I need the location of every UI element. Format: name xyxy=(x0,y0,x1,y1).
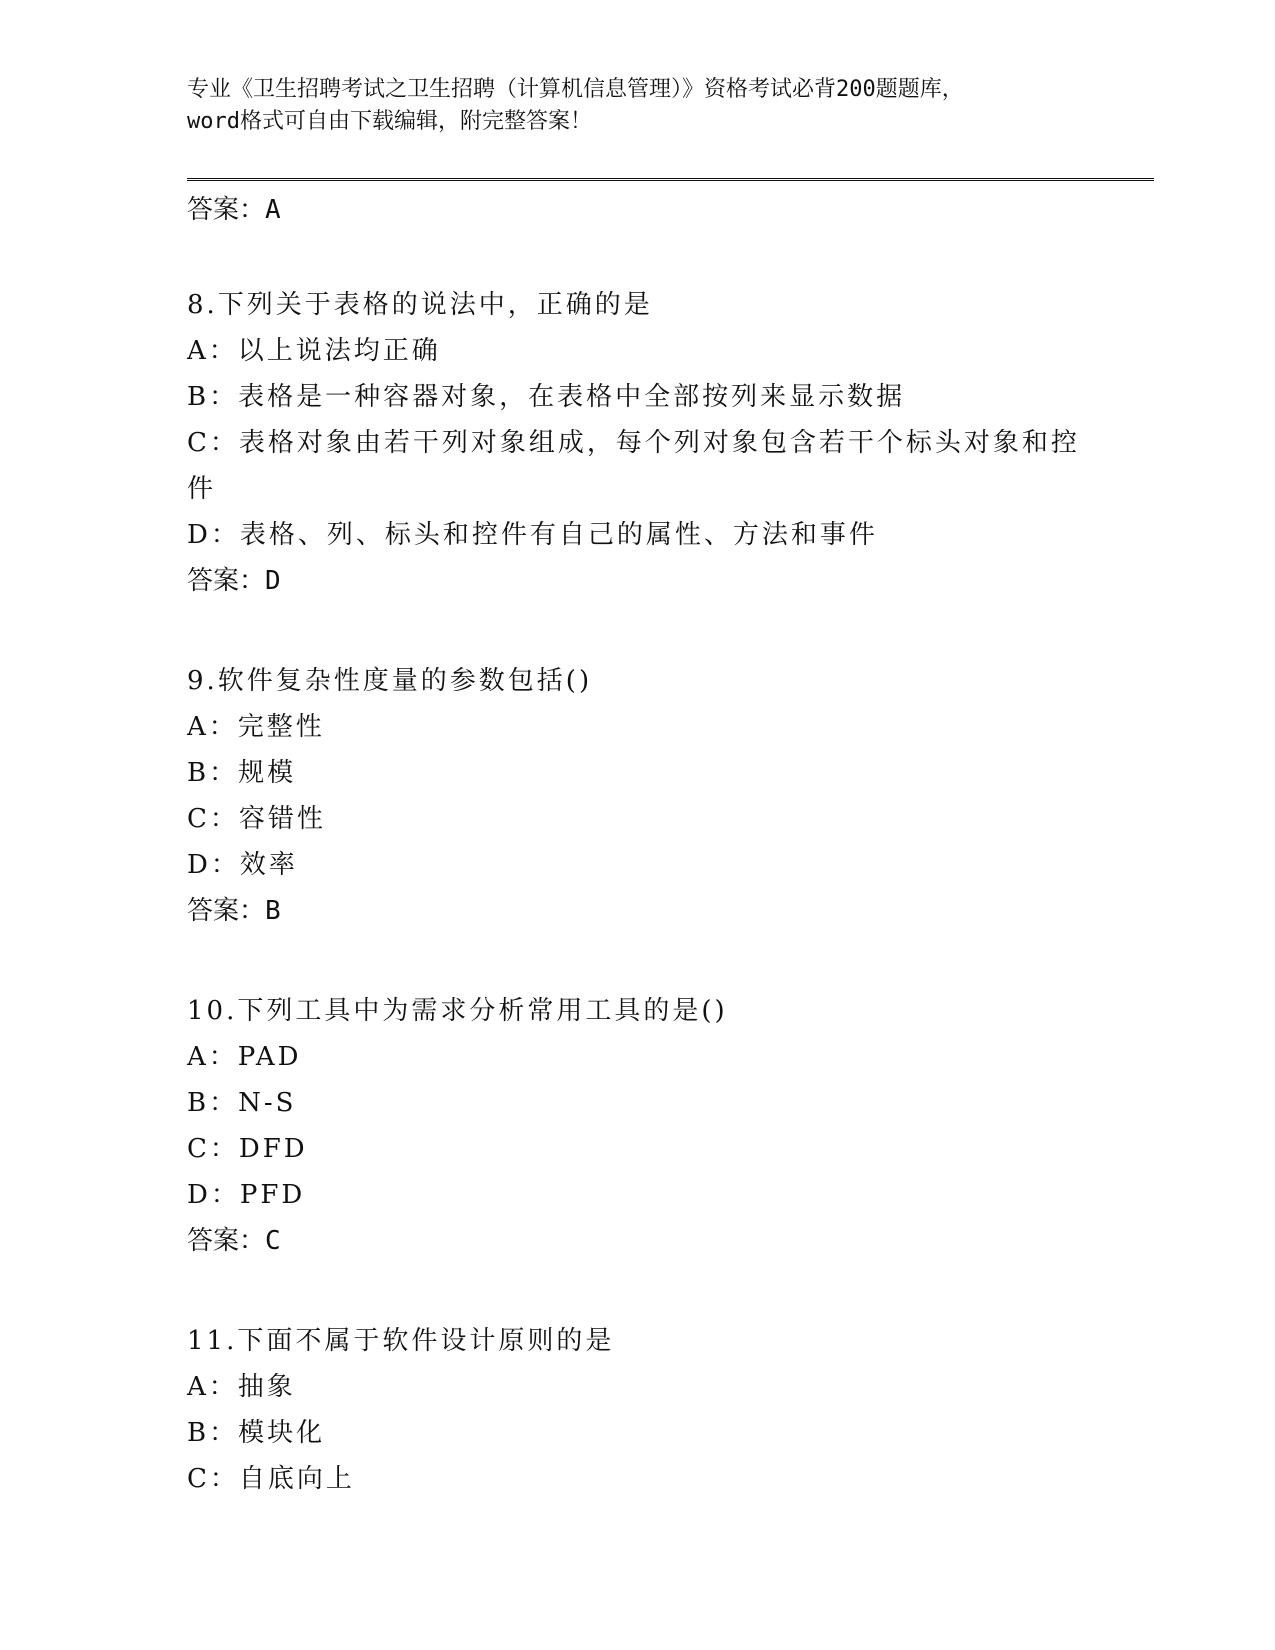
question-list xyxy=(187,282,1087,1556)
question-title: 9.软件复杂性度量的参数包括() xyxy=(187,666,593,696)
question-answer: 答案：D xyxy=(187,566,281,596)
question-11 xyxy=(187,1318,1087,1502)
option-a: A：抽象 xyxy=(187,1372,296,1402)
question-title: 8.下列关于表格的说法中，正确的是 xyxy=(187,290,653,320)
option-d: D：效率 xyxy=(187,850,298,880)
header-divider xyxy=(187,178,1154,181)
option-b: B：模块化 xyxy=(187,1418,326,1448)
option-b: B：N-S xyxy=(187,1088,297,1118)
option-b: B：表格是一种容器对象，在表格中全部按列来显示数据 xyxy=(187,382,906,412)
question-answer: 答案：B xyxy=(187,896,281,926)
option-c: C：容错性 xyxy=(187,804,326,834)
question-8 xyxy=(187,282,1087,604)
option-d: D：PFD xyxy=(187,1180,306,1210)
previous-answer: 答案：A xyxy=(187,195,281,225)
option-a: A：完整性 xyxy=(187,712,325,742)
question-10 xyxy=(187,988,1087,1264)
question-title: 11.下面不属于软件设计原则的是 xyxy=(187,1326,615,1356)
question-answer: 答案：C xyxy=(187,1226,281,1256)
option-c: C：自底向上 xyxy=(187,1464,355,1494)
option-d: D：表格、列、标头和控件有自己的属性、方法和事件 xyxy=(187,520,878,550)
header-line-1: 专业《卫生招聘考试之卫生招聘（计算机信息管理）》资格考试必背200题题库， xyxy=(187,77,964,102)
option-b: B：规模 xyxy=(187,758,297,788)
header-line-2: word格式可自由下载编辑，附完整答案！ xyxy=(187,109,592,134)
option-c: C：表格对象由若干列对象组成，每个列对象包含若干个标头对象和控件 xyxy=(187,428,1080,504)
question-9 xyxy=(187,658,1087,934)
option-a: A：以上说法均正确 xyxy=(187,336,441,366)
question-title: 10.下列工具中为需求分析常用工具的是() xyxy=(187,996,728,1026)
document-header xyxy=(187,74,1087,138)
option-c: C：DFD xyxy=(187,1134,308,1164)
option-a: A：PAD xyxy=(187,1042,302,1072)
